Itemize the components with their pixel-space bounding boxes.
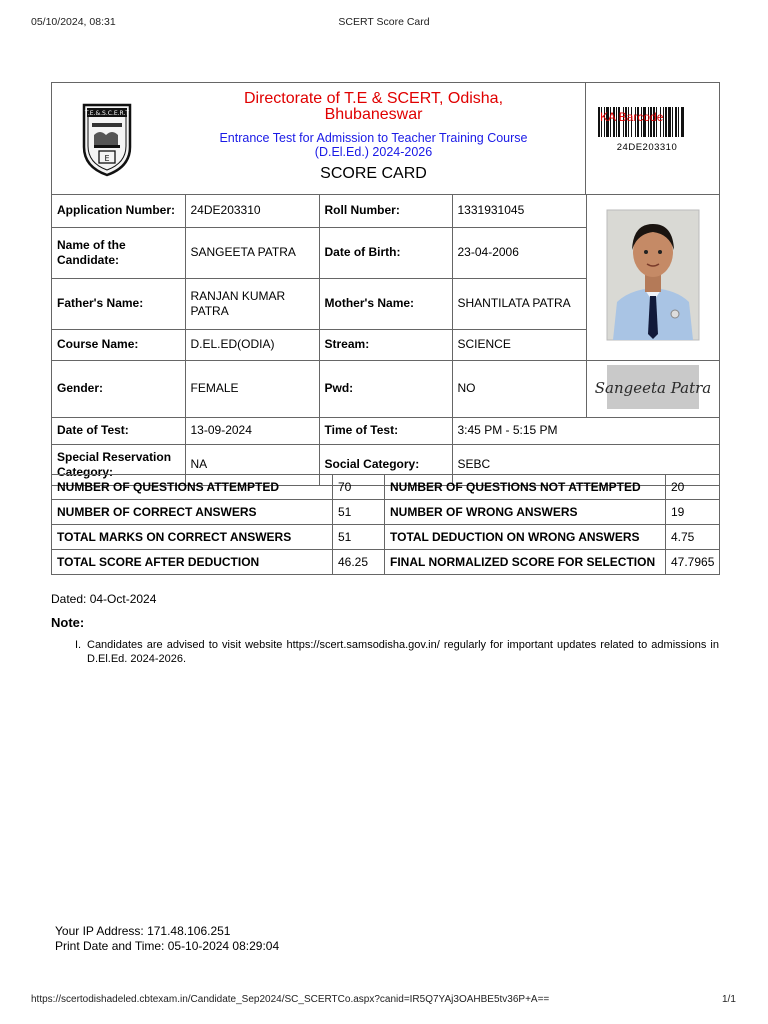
- scert-logo: [52, 83, 162, 194]
- dob-value: 23-04-2006: [452, 227, 586, 278]
- candidate-photo-cell: [586, 195, 719, 360]
- logo-text: T.E.&.S.C.E.R.T: [84, 109, 130, 117]
- dob-label: Date of Birth:: [319, 227, 452, 278]
- score-label: TOTAL DEDUCTION ON WRONG ANSWERS: [385, 525, 666, 550]
- roll-number-label: Roll Number:: [319, 195, 452, 227]
- title-block: [162, 83, 585, 194]
- score-row: [52, 525, 720, 550]
- father-name-value: RANJAN KUMAR PATRA: [185, 278, 319, 329]
- candidate-name-value: SANGEETA PATRA: [185, 227, 319, 278]
- dated-text: Dated: 04-Oct-2024: [51, 592, 157, 606]
- page-url: https://scertodishadeled.cbtexam.in/Candidate_Sep2024/SC_SCERTCo.aspx?canid=IR5Q7YAj3OAHBE5tv36P+A==: [31, 994, 550, 1005]
- course-name-value: D.EL.ED(ODIA): [185, 329, 319, 360]
- score-card: [51, 82, 720, 486]
- card-header: [52, 83, 719, 195]
- details-row: [52, 195, 719, 227]
- gender-value: FEMALE: [185, 360, 319, 417]
- score-card-title: SCORE CARD: [320, 165, 427, 182]
- pwd-value: NO: [452, 360, 586, 417]
- score-value: 4.75: [666, 525, 720, 550]
- social-category-label: Social Category:: [319, 444, 452, 485]
- score-value: 47.7965: [666, 550, 720, 575]
- score-value: 20: [666, 475, 720, 500]
- reservation-category-value: NA: [185, 444, 319, 485]
- social-category-value: SEBC: [452, 444, 719, 485]
- score-value: 70: [333, 475, 385, 500]
- stream-label: Stream:: [319, 329, 452, 360]
- score-label: TOTAL MARKS ON CORRECT ANSWERS: [52, 525, 333, 550]
- exam-subtitle-line2: (D.El.Ed.) 2024-2026: [314, 145, 433, 159]
- pwd-label: Pwd:: [319, 360, 452, 417]
- signature-cell: [586, 360, 719, 417]
- score-row: [52, 475, 720, 500]
- note-item-text: Candidates are advised to visit website https://scert.samsodisha.gov.in/ regularly for important updates related to admissions in D.El.Ed. 2024-2026.: [87, 639, 719, 665]
- score-value: 46.25: [333, 550, 385, 575]
- score-label: TOTAL SCORE AFTER DEDUCTION: [52, 550, 333, 575]
- candidate-name-label: Name of the Candidate:: [52, 227, 185, 278]
- candidate-signature: [594, 365, 711, 409]
- score-label: NUMBER OF WRONG ANSWERS: [385, 500, 666, 525]
- page-number: 1/1: [722, 994, 736, 1005]
- scert-emblem-icon: [78, 101, 136, 177]
- note-title: Note:: [51, 615, 85, 630]
- candidate-details-table: [52, 195, 719, 485]
- test-date-value: 13-09-2024: [185, 417, 319, 444]
- test-time-label: Time of Test:: [319, 417, 452, 444]
- score-table: [51, 474, 720, 575]
- score-row: [52, 550, 720, 575]
- application-number-label: Application Number:: [52, 195, 185, 227]
- barcode-block: [585, 83, 719, 194]
- score-label: FINAL NORMALIZED SCORE FOR SELECTION: [385, 550, 666, 575]
- candidate-photo: [607, 210, 699, 340]
- father-name-label: Father's Name:: [52, 278, 185, 329]
- details-row: [52, 360, 719, 417]
- mother-name-label: Mother's Name:: [319, 278, 452, 329]
- barcode-overlay-text: KA Barcode: [600, 110, 664, 124]
- test-date-label: Date of Test:: [52, 417, 185, 444]
- roll-number-value: 1331931045: [452, 195, 586, 227]
- score-label: NUMBER OF CORRECT ANSWERS: [52, 500, 333, 525]
- score-value: 19: [666, 500, 720, 525]
- course-name-label: Course Name:: [52, 329, 185, 360]
- score-label: NUMBER OF QUESTIONS NOT ATTEMPTED: [385, 475, 666, 500]
- ip-address: Your IP Address: 171.48.106.251: [55, 924, 231, 938]
- exam-subtitle-line1: Entrance Test for Admission to Teacher Training Course: [219, 131, 528, 145]
- score-label: NUMBER OF QUESTIONS ATTEMPTED: [52, 475, 333, 500]
- gender-label: Gender:: [52, 360, 185, 417]
- directorate-title-line2: Bhubaneswar: [324, 106, 423, 123]
- test-time-value: 3:45 PM - 5:15 PM: [452, 417, 719, 444]
- print-datetime: 05/10/2024, 08:31: [31, 16, 116, 28]
- score-value: 51: [333, 525, 385, 550]
- print-date-time: Print Date and Time: 05-10-2024 08:29:04: [55, 939, 280, 953]
- mother-name-value: SHANTILATA PATRA: [452, 278, 586, 329]
- note-item-marker: I.: [75, 639, 82, 651]
- application-number-value: 24DE203310: [185, 195, 319, 227]
- score-row: [52, 500, 720, 525]
- svg-text:E: E: [104, 153, 110, 163]
- barcode-number: 24DE203310: [616, 142, 678, 153]
- reservation-category-label: Special Reservation Category:: [52, 444, 185, 485]
- details-row: [52, 417, 719, 444]
- print-page-title: SCERT Score Card: [338, 16, 430, 28]
- signature-text: Sangeeta Patra: [594, 378, 711, 397]
- stream-value: SCIENCE: [452, 329, 586, 360]
- directorate-title-line1: Directorate of T.E & SCERT, Odisha,: [243, 90, 504, 107]
- score-value: 51: [333, 500, 385, 525]
